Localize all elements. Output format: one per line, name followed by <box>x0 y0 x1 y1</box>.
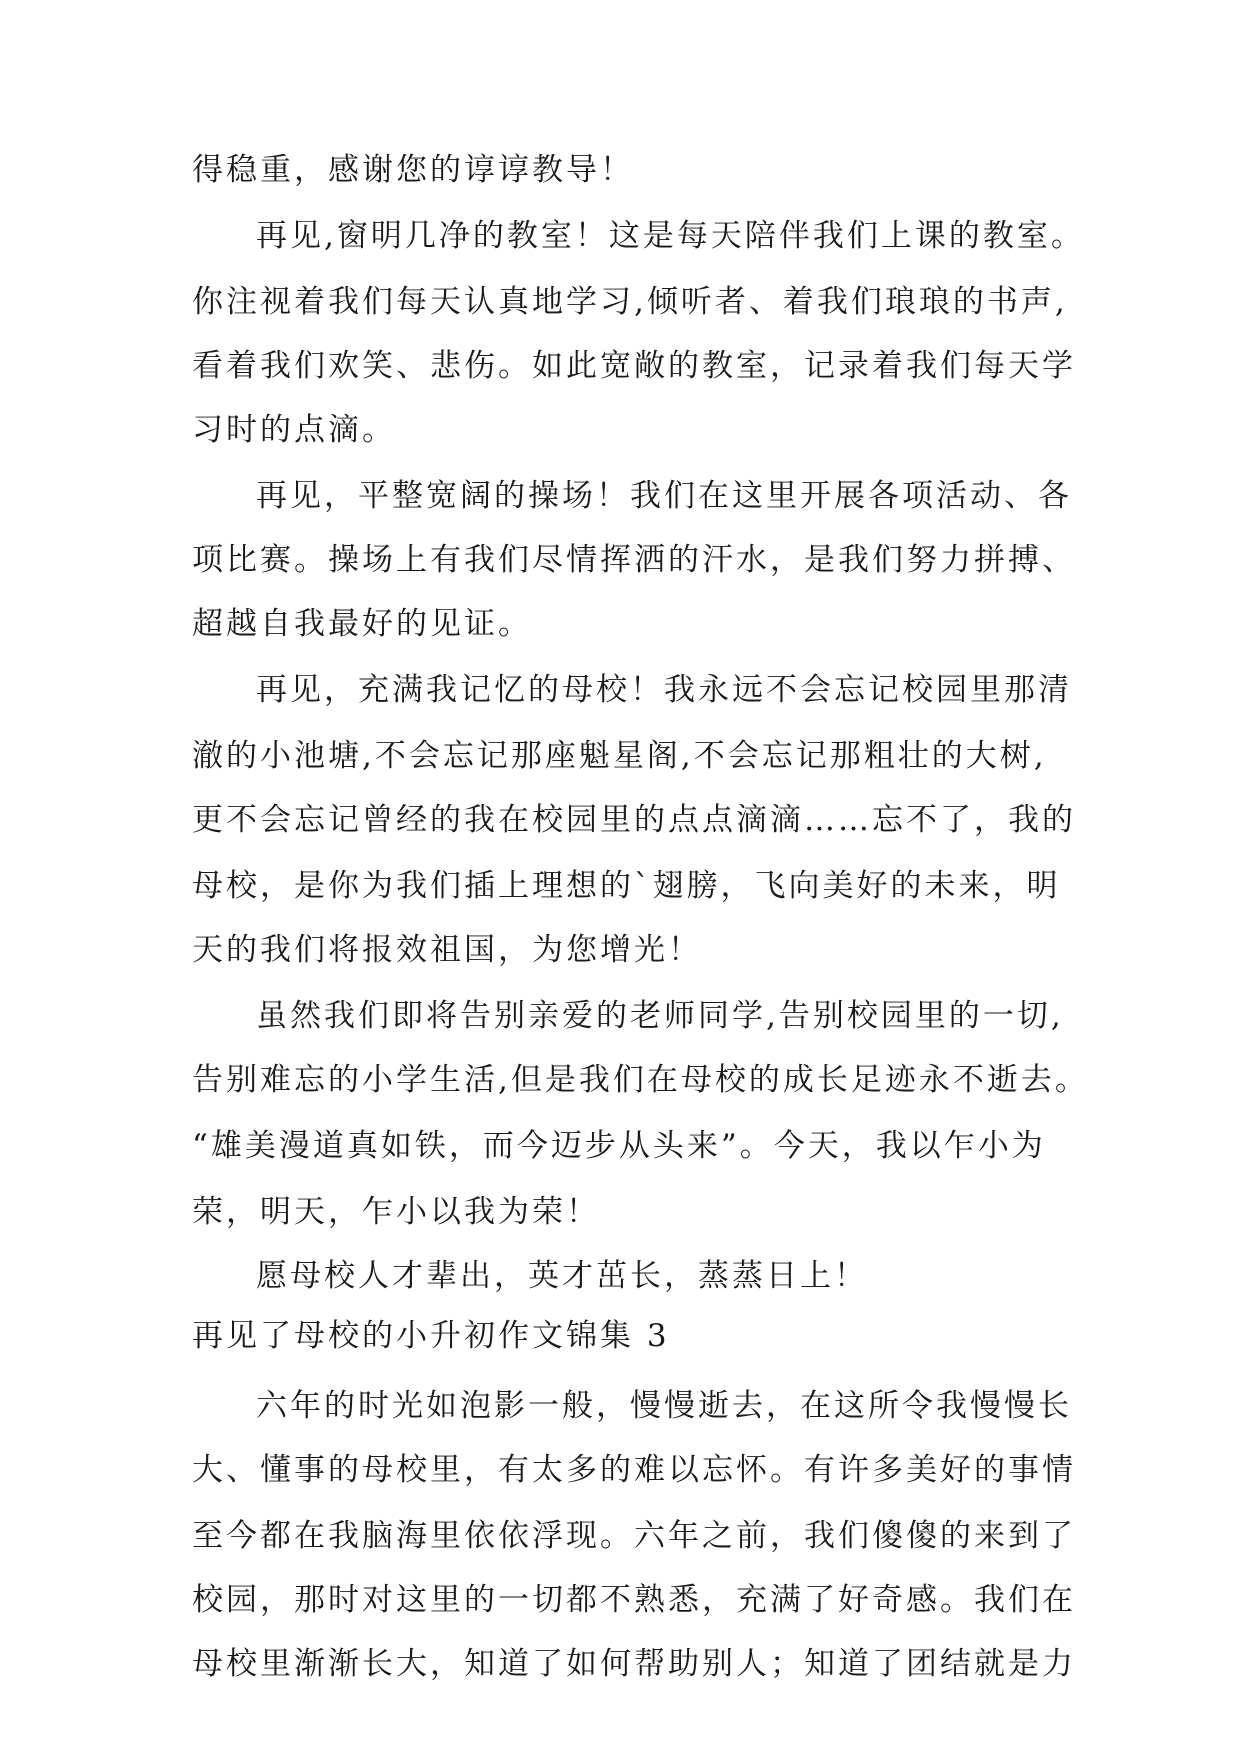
text-line: 项比赛。操场上有我们尽情挥洒的汗水，是我们努力拼搏、 <box>192 542 1076 578</box>
text-line: 大、懂事的母校里，有太多的难以忘怀。有许多美好的事情 <box>192 1452 1076 1488</box>
text-line: 母校里渐渐长大，知道了如何帮助别人；知道了团结就是力 <box>192 1646 1076 1682</box>
text-line: 更不会忘记曾经的我在校园里的点点滴滴……忘不了，我的 <box>192 802 1076 838</box>
text-line: 告别难忘的小学生活,但是我们在母校的成长足迹永不逝去。 <box>192 1062 1089 1098</box>
paragraph-start-line: 虽然我们即将告别亲爱的老师同学,告别校园里的一切, <box>256 998 1064 1034</box>
text-line: 母校，是你为我们插上理想的`翅膀，飞向美好的未来，明 <box>192 868 1061 904</box>
text-line: 荣，明天，乍小以我为荣！ <box>192 1194 600 1230</box>
text-line: 澈的小池塘,不会忘记那座魁星阁,不会忘记那粗壮的大树, <box>192 738 1047 774</box>
text-line: 至今都在我脑海里依依浮现。六年之前，我们傻傻的来到了 <box>192 1518 1076 1554</box>
text-line: 校园，那时对这里的一切都不熟悉，充满了好奇感。我们在 <box>192 1582 1076 1618</box>
paragraph-start-line: 再见，平整宽阔的操场！我们在这里开展各项活动、各 <box>256 478 1072 514</box>
paragraph-start-line: 再见，充满我记忆的母校！我永远不会忘记校园里那清 <box>256 672 1072 708</box>
text-line: 你注视着我们每天认真地学习,倾听者、着我们琅琅的书声, <box>192 284 1068 320</box>
text-line: 得稳重，感谢您的谆谆教导！ <box>192 152 634 188</box>
paragraph-start-line: 愿母校人才辈出，英才茁长，蒸蒸日上！ <box>256 1258 868 1294</box>
text-line: 习时的点滴。 <box>192 412 396 448</box>
text-line: 超越自我最好的见证。 <box>192 606 532 642</box>
text-line: “雄美漫道真如铁，而今迈步从头来”。今天，我以乍小为 <box>192 1128 1046 1164</box>
text-line: 天的我们将报效祖国，为您增光！ <box>192 932 702 968</box>
section-heading: 再见了母校的小升初作文锦集 3 <box>192 1318 670 1354</box>
paragraph-start-line: 再见,窗明几净的教室！这是每天陪伴我们上课的教室。 <box>256 218 1085 254</box>
paragraph-start-line: 六年的时光如泡影一般，慢慢逝去，在这所令我慢慢长 <box>256 1388 1072 1424</box>
text-line: 看着我们欢笑、悲伤。如此宽敞的教室，记录着我们每天学 <box>192 348 1076 384</box>
